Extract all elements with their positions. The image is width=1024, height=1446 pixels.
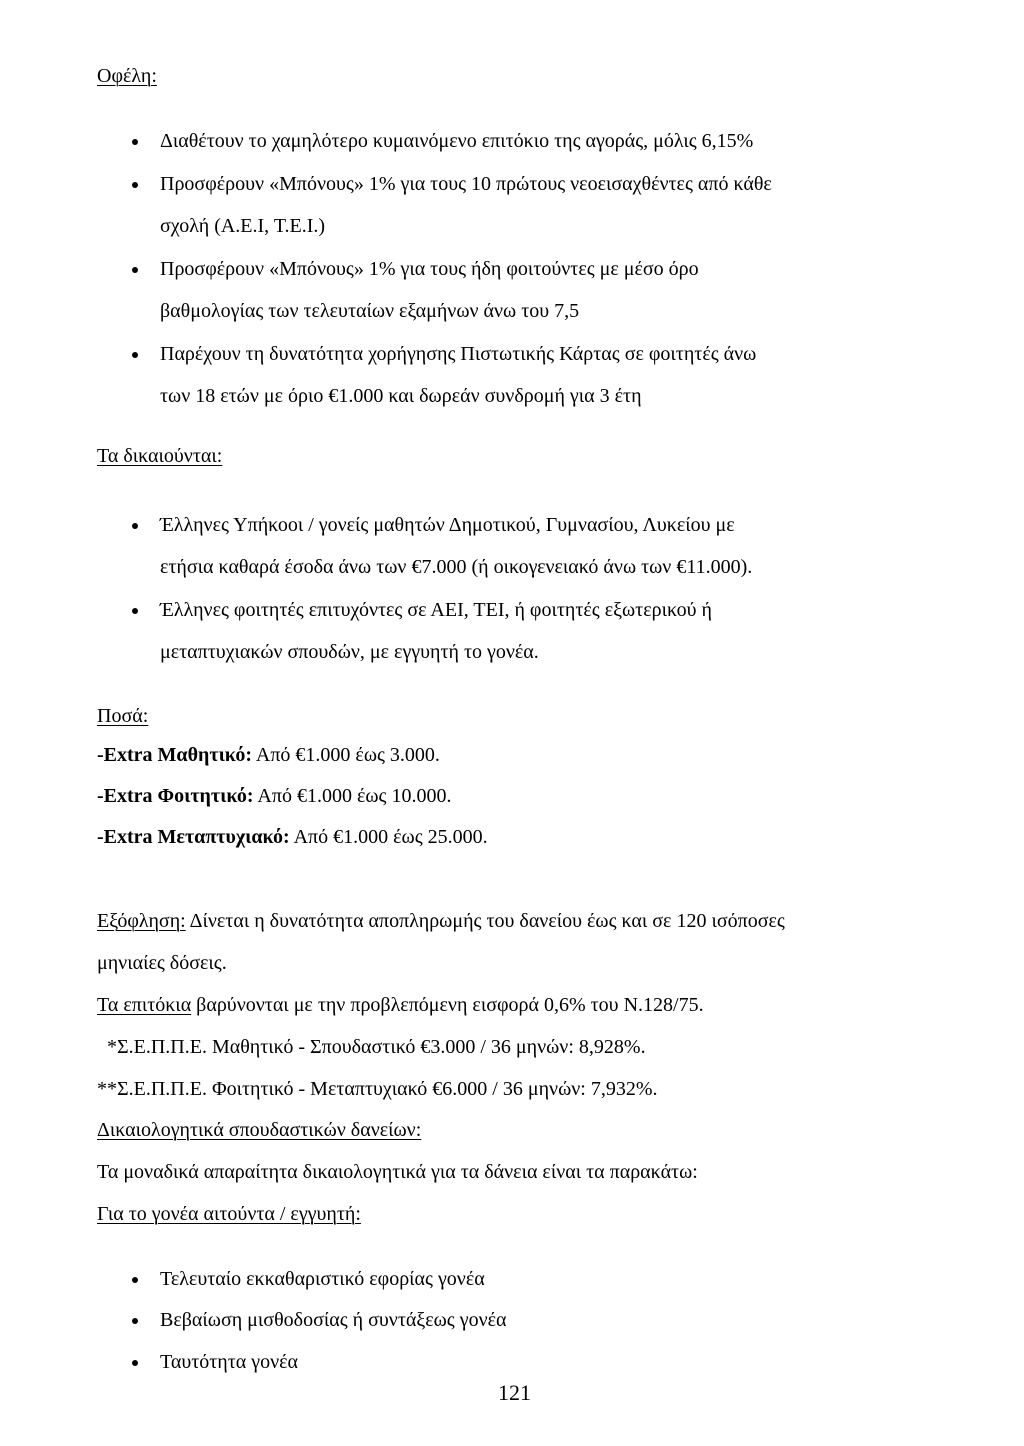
benefit-item-4-line-1: Παρέχουν τη δυνατότητα χορήγησης Πιστωτικής Κάρτας σε φοιτητές άνω <box>160 343 757 365</box>
benefit-item-2-line-1: Προσφέρουν «Μπόνους» 1% για τους 10 πρώτους νεοεισαχθέντες από κάθε <box>160 173 772 195</box>
bullet-icon <box>132 608 138 614</box>
document-item-2: Βεβαίωση μισθοδοσίας ή συντάξεως γονέα <box>160 1309 507 1331</box>
rates-line <box>97 995 704 1015</box>
eligible-item-1-line-2: ετήσια καθαρά έσοδα άνω των €7.000 (ή οικογενειακό άνω των €11.000). <box>160 556 753 578</box>
benefits-heading: Οφέλη: <box>97 65 157 87</box>
repayment-text: Δίνεται η δυνατότητα αποπληρωμής του δανείου έως και σε 120 ισόποσες <box>185 910 785 932</box>
document-item-3: Ταυτότητα γονέα <box>160 1351 299 1373</box>
amount-value: Από €1.000 έως 25.000. <box>293 826 488 848</box>
page-number: 121 <box>498 1380 531 1405</box>
benefit-item-4-line-2: των 18 ετών με όριο €1.000 και δωρεάν συνδρομή για 3 έτη <box>160 385 642 407</box>
benefit-item-3-line-2: βαθμολογίας των τελευταίων εξαμήνων άνω του 7,5 <box>160 300 580 322</box>
amount-label: -Extra Μαθητικό: <box>97 744 252 766</box>
bullet-icon <box>132 352 138 358</box>
rates-note-1: *Σ.Ε.Π.Π.Ε. Μαθητικό - Σπουδαστικό €3.000 / 36 μηνών: 8,928%. <box>107 1036 646 1058</box>
repayment-label: Εξόφληση: <box>97 910 186 932</box>
benefit-item-2-line-2: σχολή (Α.Ε.Ι, Τ.Ε.Ι.) <box>160 215 326 237</box>
bullet-icon <box>132 1277 138 1283</box>
documents-heading: Δικαιολογητικά σπουδαστικών δανείων: <box>97 1119 422 1141</box>
documents-intro: Τα μοναδικά απαραίτητα δικαιολογητικά για τα δάνεια είναι τα παρακάτω: <box>97 1161 698 1183</box>
eligible-item-2-line-1: Έλληνες φοιτητές επιτυχόντες σε ΑΕΙ, ΤΕΙ, ή φοιτητές εξωτερικού ή <box>160 599 712 621</box>
bullet-icon <box>132 523 138 529</box>
bullet-icon <box>132 1360 138 1366</box>
rates-text: βαρύνονται με την προβλεπόμενη εισφορά 0,6% του Ν.128/75. <box>191 994 704 1016</box>
eligible-heading: Τα δικαιούνται: <box>97 445 223 467</box>
amount-value: Από €1.000 έως 10.000. <box>257 785 452 807</box>
benefit-item-3-line-1: Προσφέρουν «Μπόνους» 1% για τους ήδη φοιτούντες με μέσο όρο <box>160 258 699 280</box>
rates-label: Τα επιτόκια <box>97 994 192 1016</box>
amount-row-student <box>97 745 440 765</box>
amount-row-university <box>97 786 451 806</box>
amount-label: -Extra Φοιτητικό: <box>97 785 254 807</box>
eligible-item-1-line-1: Έλληνες Υπήκοοι / γονείς μαθητών Δημοτικού, Γυμνασίου, Λυκείου με <box>160 514 735 536</box>
amount-value: Από €1.000 έως 3.000. <box>255 744 440 766</box>
amount-label: -Extra Μεταπτυχιακό: <box>97 826 290 848</box>
eligible-item-2-line-2: μεταπτυχιακών σπουδών, με εγγυητή το γονέα. <box>160 641 539 663</box>
bullet-icon <box>132 139 138 145</box>
amount-row-postgraduate <box>97 827 488 847</box>
rates-note-2: **Σ.Ε.Π.Π.Ε. Φοιτητικό - Μεταπτυχιακό €6.000 / 36 μηνών: 7,932%. <box>97 1078 658 1100</box>
document-item-1: Τελευταίο εκκαθαριστικό εφορίας γονέα <box>160 1268 485 1290</box>
benefit-item-1: Διαθέτουν το χαμηλότερο κυμαινόμενο επιτόκιο της αγοράς, μόλις 6,15% <box>160 130 754 152</box>
bullet-icon <box>132 182 138 188</box>
documents-subheading: Για το γονέα αιτούντα / εγγυητή: <box>97 1203 361 1225</box>
repayment-line-2: μηνιαίες δόσεις. <box>97 952 227 974</box>
bullet-icon <box>132 267 138 273</box>
bullet-icon <box>132 1318 138 1324</box>
amounts-heading: Ποσά: <box>97 705 149 727</box>
repayment-line-1 <box>97 911 785 931</box>
